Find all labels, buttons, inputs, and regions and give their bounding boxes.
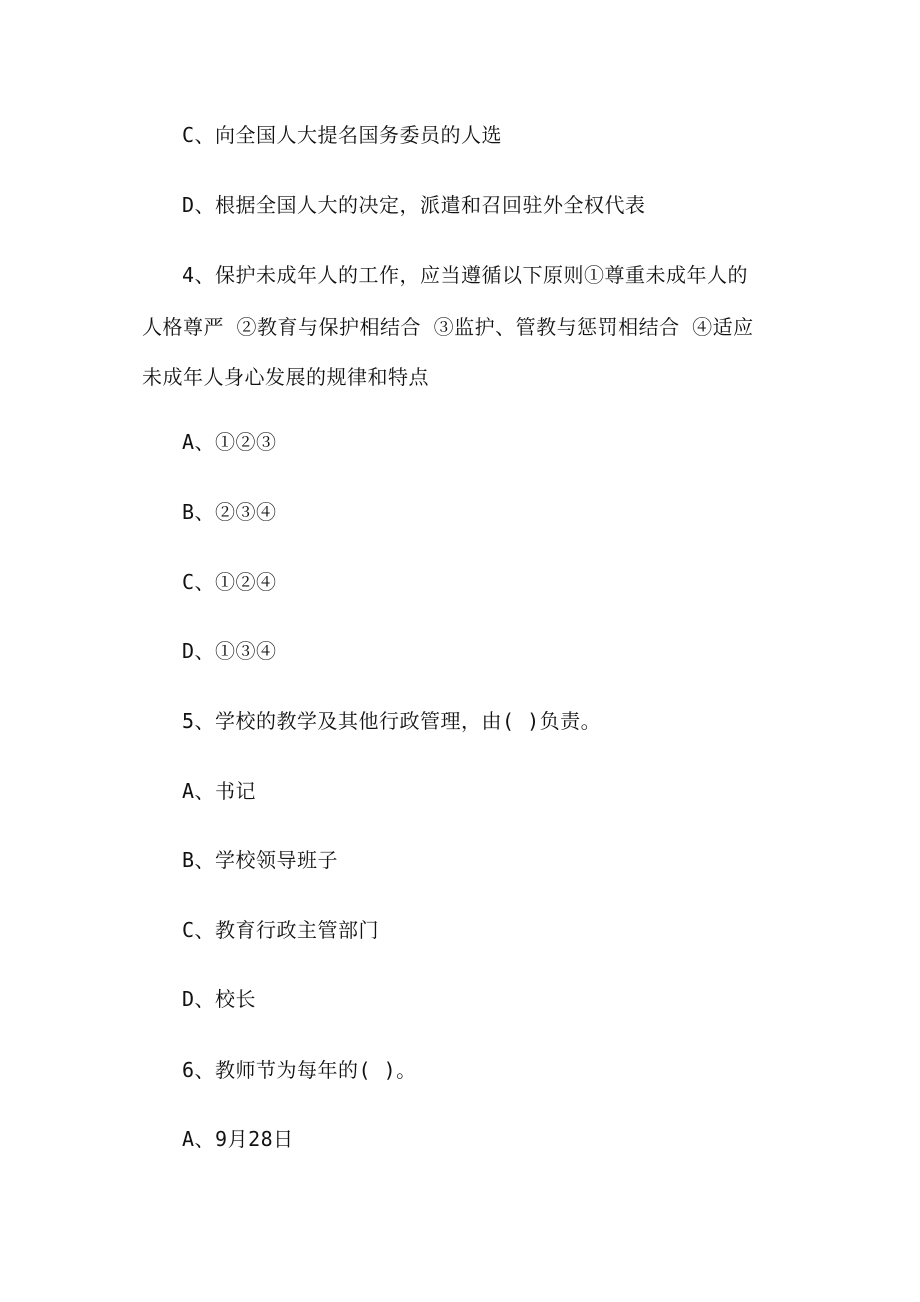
- question-5-option-a: A、书记: [182, 779, 257, 803]
- option-d-diplomatic-representatives: D、根据全国人大的决定，派遣和召回驻外全权代表: [182, 193, 646, 217]
- question-6: 6、教师节为每年的( )。: [182, 1058, 417, 1082]
- question-4-option-a: A、①②③: [182, 430, 277, 454]
- question-4-option-c: C、①②④: [182, 570, 277, 594]
- question-4-line-3: 未成年人身心发展的规律和特点: [142, 365, 429, 389]
- question-5-option-d: D、校长: [182, 987, 257, 1011]
- question-6-option-a: A、9月28日: [182, 1127, 294, 1151]
- option-c-state-council: C、向全国人大提名国务委员的人选: [182, 123, 503, 147]
- question-5-option-b: B、学校领导班子: [182, 848, 339, 872]
- question-4-line-1: 4、保护未成年人的工作，应当遵循以下原则①尊重未成年人的: [182, 263, 749, 287]
- question-5-option-c: C、教育行政主管部门: [182, 918, 380, 942]
- question-4-line-2: 人格尊严 ②教育与保护相结合 ③监护、管教与惩罚相结合 ④适应: [142, 315, 754, 339]
- question-4-option-b: B、②③④: [182, 500, 277, 524]
- question-4-option-d: D、①③④: [182, 639, 277, 663]
- question-5: 5、学校的教学及其他行政管理，由( )负责。: [182, 709, 602, 733]
